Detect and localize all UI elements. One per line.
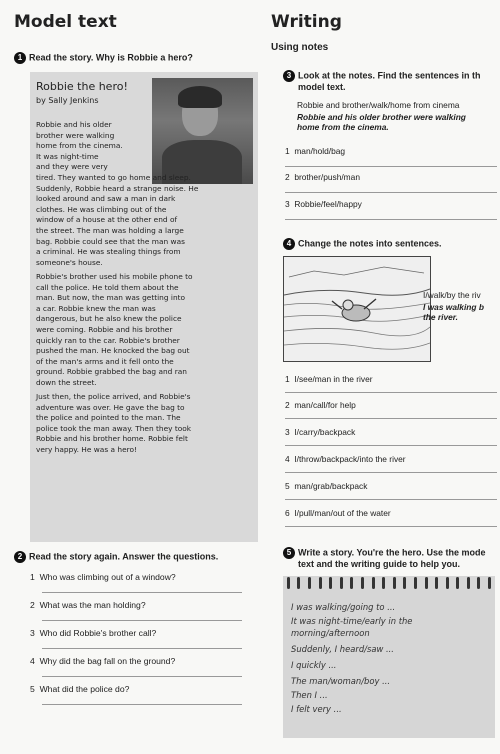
question-1: 1 Who was climbing out of a window? bbox=[30, 572, 176, 582]
answer-line[interactable] bbox=[285, 219, 497, 220]
exercise-4-example-note: I/walk/by the riv bbox=[423, 290, 481, 300]
answer-line-4[interactable] bbox=[42, 676, 242, 677]
writing-heading: Writing bbox=[271, 12, 342, 32]
answer-line[interactable] bbox=[285, 472, 497, 473]
answer-line[interactable] bbox=[285, 418, 497, 419]
exercise-number-badge: 3 bbox=[283, 70, 295, 82]
story-paragraph-2: Robbie's brother used his mobile phone to call the police. He told them about the man. But now, the man was getting into a car. Robbie knew the man was dangerous, but he also knew the police were coming. Robbie and his brother quickly ran to the car. Robbie's brother pushed the man. He knocked the bag out of the man's arms and it fell onto the ground. Robbie grabbed the bag and ran down the street. bbox=[36, 272, 193, 387]
answer-line[interactable] bbox=[285, 526, 497, 527]
model-text-heading: Model text bbox=[14, 12, 117, 32]
exercise-3-example-answer: Robbie and his older brother were walking home from the cinema. bbox=[297, 112, 466, 132]
exercise-4-example-answer: I was walking b the river. bbox=[423, 302, 484, 322]
story-byline: by Sally Jenkins bbox=[36, 96, 99, 105]
exercise-4-item-1: 1 I/see/man in the river bbox=[285, 374, 373, 384]
exercise-number-badge: 4 bbox=[283, 238, 295, 250]
exercise-3-example-note: Robbie and brother/walk/home from cinema bbox=[297, 100, 460, 110]
exercise-number-badge: 5 bbox=[283, 547, 295, 559]
answer-line[interactable] bbox=[285, 499, 497, 500]
answer-line[interactable] bbox=[285, 445, 497, 446]
question-5: 5 What did the police do? bbox=[30, 684, 130, 694]
exercise-3-item-2: 2 brother/push/man bbox=[285, 172, 360, 182]
exercise-number-badge: 1 bbox=[14, 52, 26, 64]
answer-line-1[interactable] bbox=[42, 592, 242, 593]
answer-line-3[interactable] bbox=[42, 648, 242, 649]
answer-line[interactable] bbox=[285, 166, 497, 167]
answer-line-2[interactable] bbox=[42, 620, 242, 621]
exercise-4-item-2: 2 man/call/for help bbox=[285, 400, 356, 410]
guide-line-3: morning/afternoon bbox=[291, 628, 370, 638]
exercise-4-item-3: 3 I/carry/backpack bbox=[285, 427, 356, 437]
guide-line-7: Then I ... bbox=[291, 690, 328, 700]
guide-line-5: I quickly ... bbox=[291, 660, 337, 670]
exercise-4-item-4: 4 I/throw/backpack/into the river bbox=[285, 454, 406, 464]
writing-guide-notepad bbox=[283, 576, 495, 738]
river-illustration bbox=[284, 257, 430, 361]
exercise-3-item-3: 3 Robbie/feel/happy bbox=[285, 199, 362, 209]
drawing-man-in-river bbox=[283, 256, 431, 362]
answer-line[interactable] bbox=[285, 192, 497, 193]
exercise-3-instruction: 3 Look at the notes. Find the sentences in th model text. bbox=[283, 70, 500, 93]
answer-line[interactable] bbox=[285, 392, 497, 393]
answer-line-5[interactable] bbox=[42, 704, 242, 705]
exercise-4-item-6: 6 I/pull/man/out of the water bbox=[285, 508, 391, 518]
story-paragraph-3: Just then, the police arrived, and Robbie's adventure was over. He gave the bag to the police and pointed to the man. The police took the man away. Then they took Robbie and his brother home. Robbie felt very happy. He was a hero! bbox=[36, 392, 192, 454]
guide-line-2: It was night-time/early in the bbox=[291, 616, 413, 626]
guide-line-8: I felt very ... bbox=[291, 704, 342, 714]
exercise-1-instruction: 1 Read the story. Why is Robbie a hero? bbox=[14, 52, 193, 64]
story-paragraph-1: Robbie and his older brother were walking home from the cinema. It was night-time and they were very tired. They wanted to go home and sleep. Suddenly, Robbie heard a strange noise. He looked around and saw a man in dark clothes. He was climbing out of the window of a house at the other end of the street. The man was holding a large bag. Robbie could see that the man was a criminal. He was stealing things from someone's house. bbox=[36, 120, 199, 267]
guide-line-4: Suddenly, I heard/saw ... bbox=[291, 644, 394, 654]
using-notes-subheading: Using notes bbox=[271, 42, 329, 53]
question-3: 3 Who did Robbie's brother call? bbox=[30, 628, 157, 638]
notepad-spiral-binding bbox=[283, 576, 495, 590]
story-panel bbox=[30, 72, 258, 542]
exercise-2-instruction: 2 Read the story again. Answer the questions. bbox=[14, 551, 218, 563]
question-2: 2 What was the man holding? bbox=[30, 600, 146, 610]
guide-line-1: I was walking/going to ... bbox=[291, 602, 396, 612]
exercise-number-badge: 2 bbox=[14, 551, 26, 563]
question-4: 4 Why did the bag fall on the ground? bbox=[30, 656, 176, 666]
exercise-4-instruction: 4 Change the notes into sentences. bbox=[283, 238, 442, 250]
exercise-4-item-5: 5 man/grab/backpack bbox=[285, 481, 368, 491]
story-title: Robbie the hero! bbox=[36, 80, 128, 93]
guide-line-6: The man/woman/boy ... bbox=[291, 676, 391, 686]
exercise-3-item-1: 1 man/hold/bag bbox=[285, 146, 346, 156]
exercise-5-instruction: 5 Write a story. You're the hero. Use the mode text and the writing guide to help you. bbox=[283, 547, 500, 570]
